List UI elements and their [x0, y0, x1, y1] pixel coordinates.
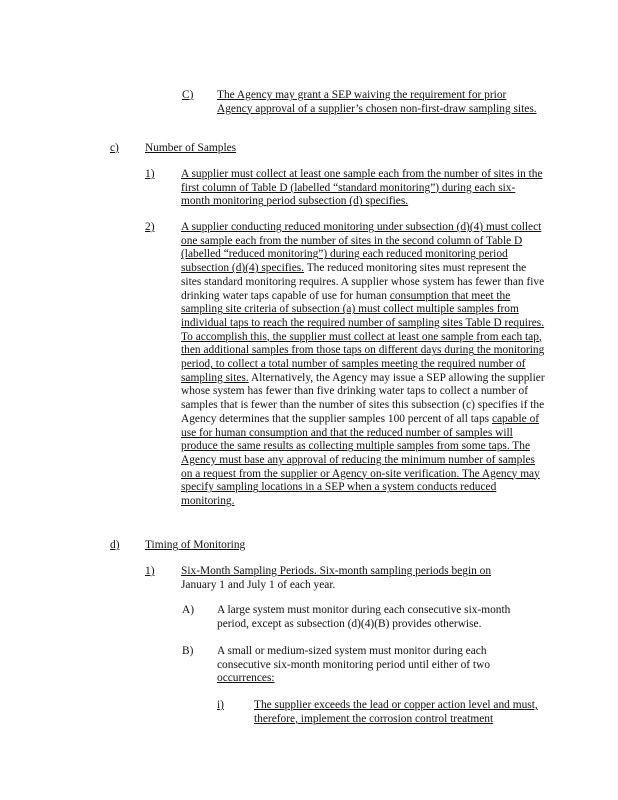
- item-label: A): [182, 604, 195, 616]
- underlined-text-run: Six-Month Sampling Periods. Six-month sampling periods begin on: [181, 565, 492, 577]
- section-label: c): [110, 142, 119, 154]
- underlined-text-run: consumption that meet the sampling site criteria of subsection (a) must collect multiple samples from individual taps to reach the required number of sampling sites Table D requires. To accomplish this, the supplier must collect at least one sample from each tap, then additional samples from those taps on different days during the monitoring period, to collect a total number of samples meeting the required number of sampling sites.: [181, 289, 545, 384]
- underlined-text-run: Timing of Monitoring: [145, 539, 246, 551]
- item-label: B): [182, 645, 194, 657]
- underlined-text-run: A supplier must collect at least one sample each from the number of sites in the first column of Table D (labelled “standard monitoring”) during each six-month monitoring period subsection (d) specifies.: [181, 168, 543, 208]
- plain-text-run: A small or medium-sized system must monitor during each consecutive six-month monitoring period until either of two: [217, 645, 491, 671]
- item-text: [181, 168, 543, 209]
- item-label: i): [217, 699, 224, 711]
- item-text: [217, 604, 531, 631]
- item-text: [217, 645, 517, 686]
- underlined-text-run: The Agency may grant a SEP waiving the requirement for prior Agency approval of a supplier’s chosen non-first-draw sampling sites.: [217, 89, 537, 115]
- item-label: 1): [145, 565, 155, 577]
- plain-text-run: January 1 and July 1 of each year.: [181, 578, 336, 591]
- underlined-text-run: The supplier exceeds the lead or copper action level and must, therefore, implement the corrosion control treatment: [254, 699, 538, 725]
- plain-text-run: The reduced monitoring sites must represent the sites standard monitoring requires. A supplier whose system has fewer than five drinking water taps capable of use for human: [181, 262, 545, 302]
- item-text: [181, 221, 546, 509]
- item-label: 1): [145, 168, 155, 180]
- underlined-text-run: capable of use for human consumption and that the reduced number of samples will produce the same results as collecting multiple samples from some taps. The Agency must base any approval of reducing the minimum number of samples on a request from the supplier or Agency on-site verification. The Agency may specify sampling locations in a SEP when a system conducts reduced monitoring.: [181, 412, 540, 508]
- section-title: [145, 539, 445, 553]
- underlined-text-run: A supplier conducting reduced monitoring under subsection (d)(4) must collect one sample each from the number of sites in the second column of Table D (labelled “reduced monitoring”) during each reduced monitoring period subsection (d)(4) specifies.: [181, 221, 542, 275]
- underlined-text-run: occurrences:: [217, 672, 275, 685]
- section-title: [145, 142, 445, 156]
- item-text: [254, 699, 544, 726]
- item-text: [181, 565, 516, 592]
- item-label: C): [182, 89, 194, 101]
- underlined-text-run: Number of Samples: [145, 142, 237, 154]
- plain-text-run: Alternatively, the Agency may issue a SEP allowing the supplier whose system has fewer than five drinking water taps to collect a number of samples that is fewer than the number of sites this subsection (c) specifies if the Agency determines that the supplier samples 100 percent of all taps: [181, 371, 545, 425]
- item-text: [217, 89, 537, 116]
- item-label: 2): [145, 221, 155, 233]
- section-label: d): [110, 539, 120, 551]
- plain-text-run: A large system must monitor during each consecutive six-month period, except as subsection (d)(4)(B) provides otherwise.: [217, 604, 511, 630]
